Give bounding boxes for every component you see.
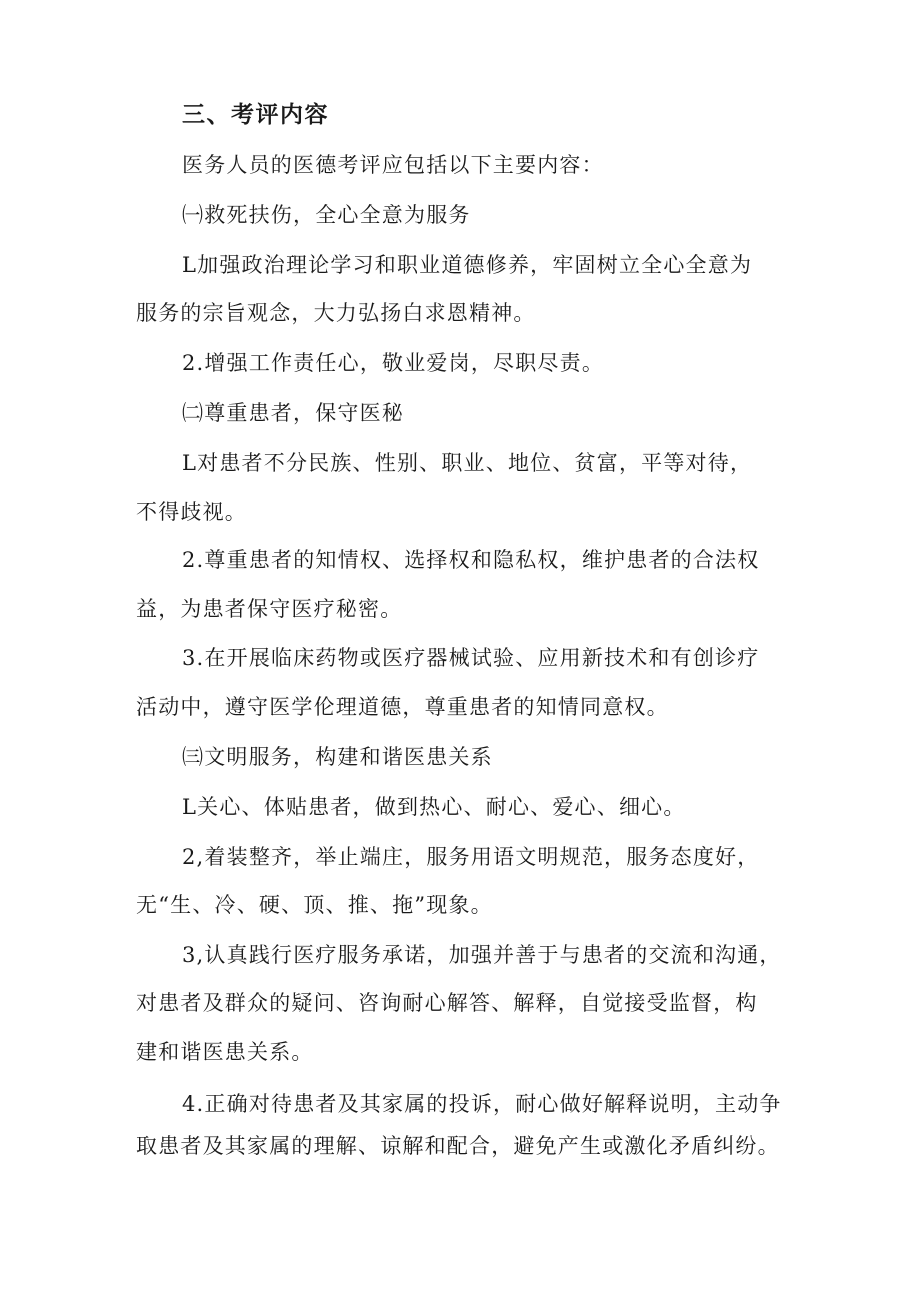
item-3-3-line-2: 对患者及群众的疑问、咨询耐心解答、解释，自觉接受监督，构 (136, 991, 758, 1015)
subsection-title-1: ㈠救死扶伤，全心全意为服务 (182, 203, 471, 227)
item-3-2-line-1: 2,着装整齐，举止端庄，服务用语文明规范，服务态度好， (182, 845, 760, 869)
item-2-3-line-1: 3.在开展临床药物或医疗器械试验、应用新技术和有创诊疗 (182, 646, 760, 670)
item-2-2-line-2: 益，为患者保守医疗秘密。 (136, 597, 403, 621)
item-1-1-line-2: 服务的宗旨观念，大力弘扬白求恩精神。 (136, 301, 536, 325)
item-1-2-line-1: 2.增强工作责任心，敬业爱岗，尽职尽责。 (182, 351, 605, 375)
item-2-3-line-2: 活动中，遵守医学伦理道德，尊重患者的知情同意权。 (136, 695, 669, 719)
item-1-1-line-1: L加强政治理论学习和职业道德修养，牢固树立全心全意为 (182, 253, 753, 277)
item-3-3-line-3: 建和谐医患关系。 (136, 1040, 314, 1064)
intro-paragraph: 医务人员的医德考评应包括以下主要内容： (182, 153, 604, 177)
item-3-4-line-1: 4.正确对待患者及其家属的投诉，耐心做好解释说明，主动争 (182, 1092, 782, 1116)
item-3-1-line-1: L关心、体贴患者，做到热心、耐心、爱心、细心。 (182, 795, 686, 819)
item-2-1-line-2: 不得歧视。 (136, 500, 247, 524)
item-2-2-line-1: 2.尊重患者的知情权、选择权和隐私权，维护患者的合法权 (182, 548, 760, 572)
item-3-2-line-2: 无“生、冷、硬、顶、推、拖”现象。 (136, 893, 493, 917)
section-heading: 三、考评内容 (182, 102, 329, 128)
item-2-1-line-1: L对患者不分民族、性别、职业、地位、贫富，平等对待， (182, 451, 753, 475)
item-3-4-line-2: 取患者及其家属的理解、谅解和配合，避免产生或激化矛盾纠纷。 (136, 1134, 780, 1158)
item-3-3-line-1: 3,认真践行医疗服务承诺，加强并善于与患者的交流和沟通， (182, 943, 782, 967)
subsection-title-2: ㈡尊重患者，保守医秘 (182, 401, 404, 425)
subsection-title-3: ㈢文明服务，构建和谐医患关系 (182, 745, 493, 769)
